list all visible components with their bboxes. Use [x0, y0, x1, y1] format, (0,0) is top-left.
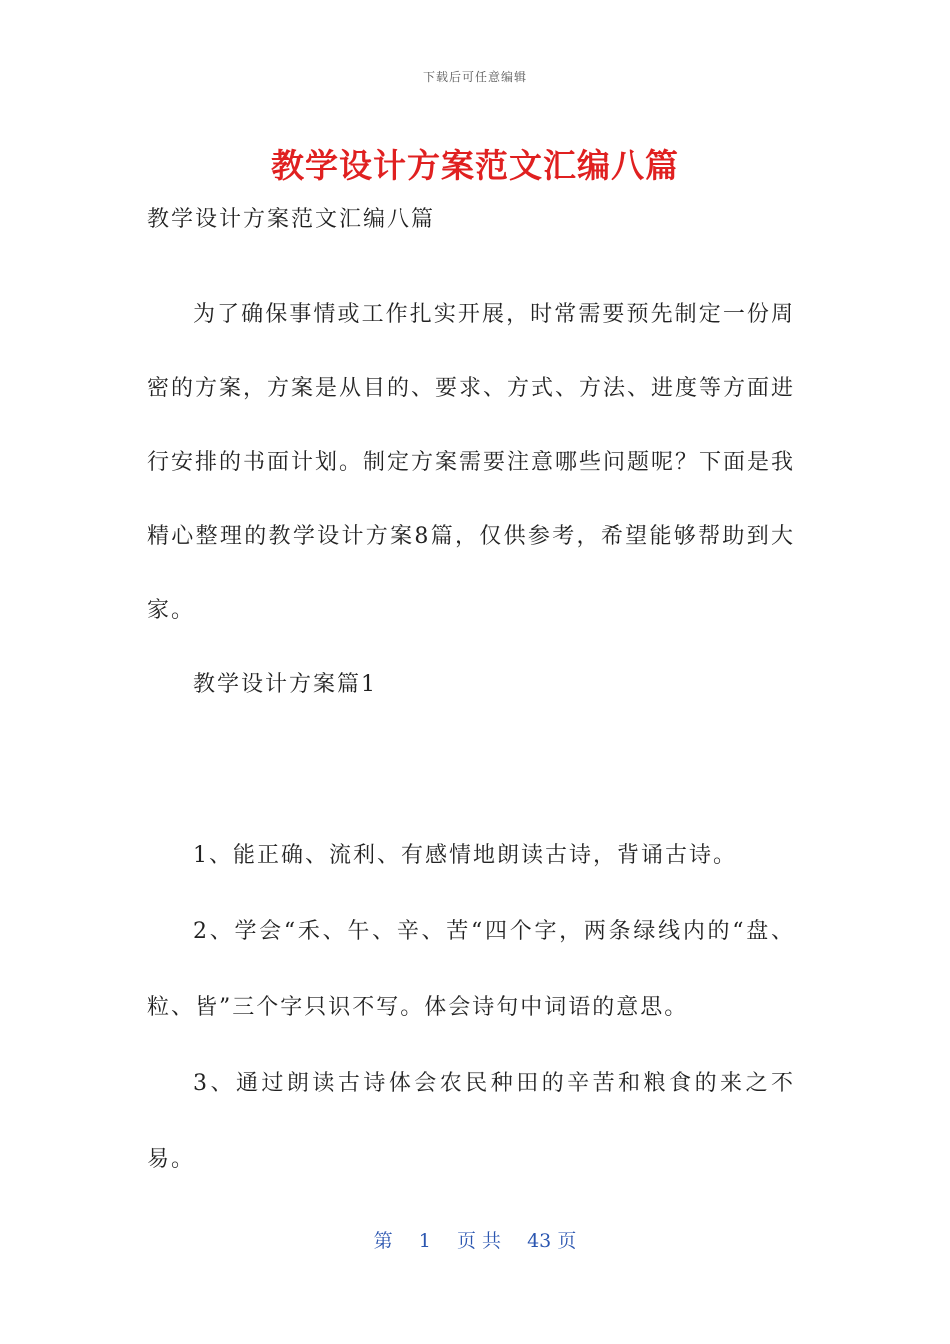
- list-item: 1、能正确、流利、有感情地朗读古诗，背诵古诗。: [193, 843, 737, 868]
- footer-middle: 页 共: [456, 1230, 501, 1252]
- current-page-number: 1: [418, 1230, 431, 1252]
- intro-paragraph: 为了确保事情或工作扎实开展，时常需要预先制定一份周密的方案，方案是从目的、要求、方式、方法、进度等方面进行安排的书面计划。制定方案需要注意哪些问题呢？下面是我精心整理的教学设计方案8篇，仅供参考，希望能够帮助到大家。: [147, 302, 796, 623]
- document-subtitle: 教学设计方案范文汇编八篇: [147, 207, 436, 232]
- total-pages: 43: [527, 1230, 552, 1252]
- objective-list: [147, 818, 795, 1198]
- document-title: 教学设计方案范文汇编八篇: [271, 146, 679, 185]
- list-item: 2、学会“禾、午、辛、苦“四个字，两条绿线内的“盘、粒、皆”三个字只识不写。体会诗句中词语的意思。: [147, 919, 795, 1020]
- list-item: 3、通过朗读古诗体会农民种田的辛苦和粮食的来之不易。: [147, 1071, 795, 1172]
- document-body: [147, 200, 795, 1198]
- footer-prefix: 第: [373, 1230, 393, 1252]
- page-footer: [0, 1226, 950, 1253]
- section-title: 教学设计方案篇1: [193, 672, 377, 697]
- footer-suffix: 页: [557, 1230, 577, 1252]
- header-note: 下载后可任意编辑: [422, 70, 527, 84]
